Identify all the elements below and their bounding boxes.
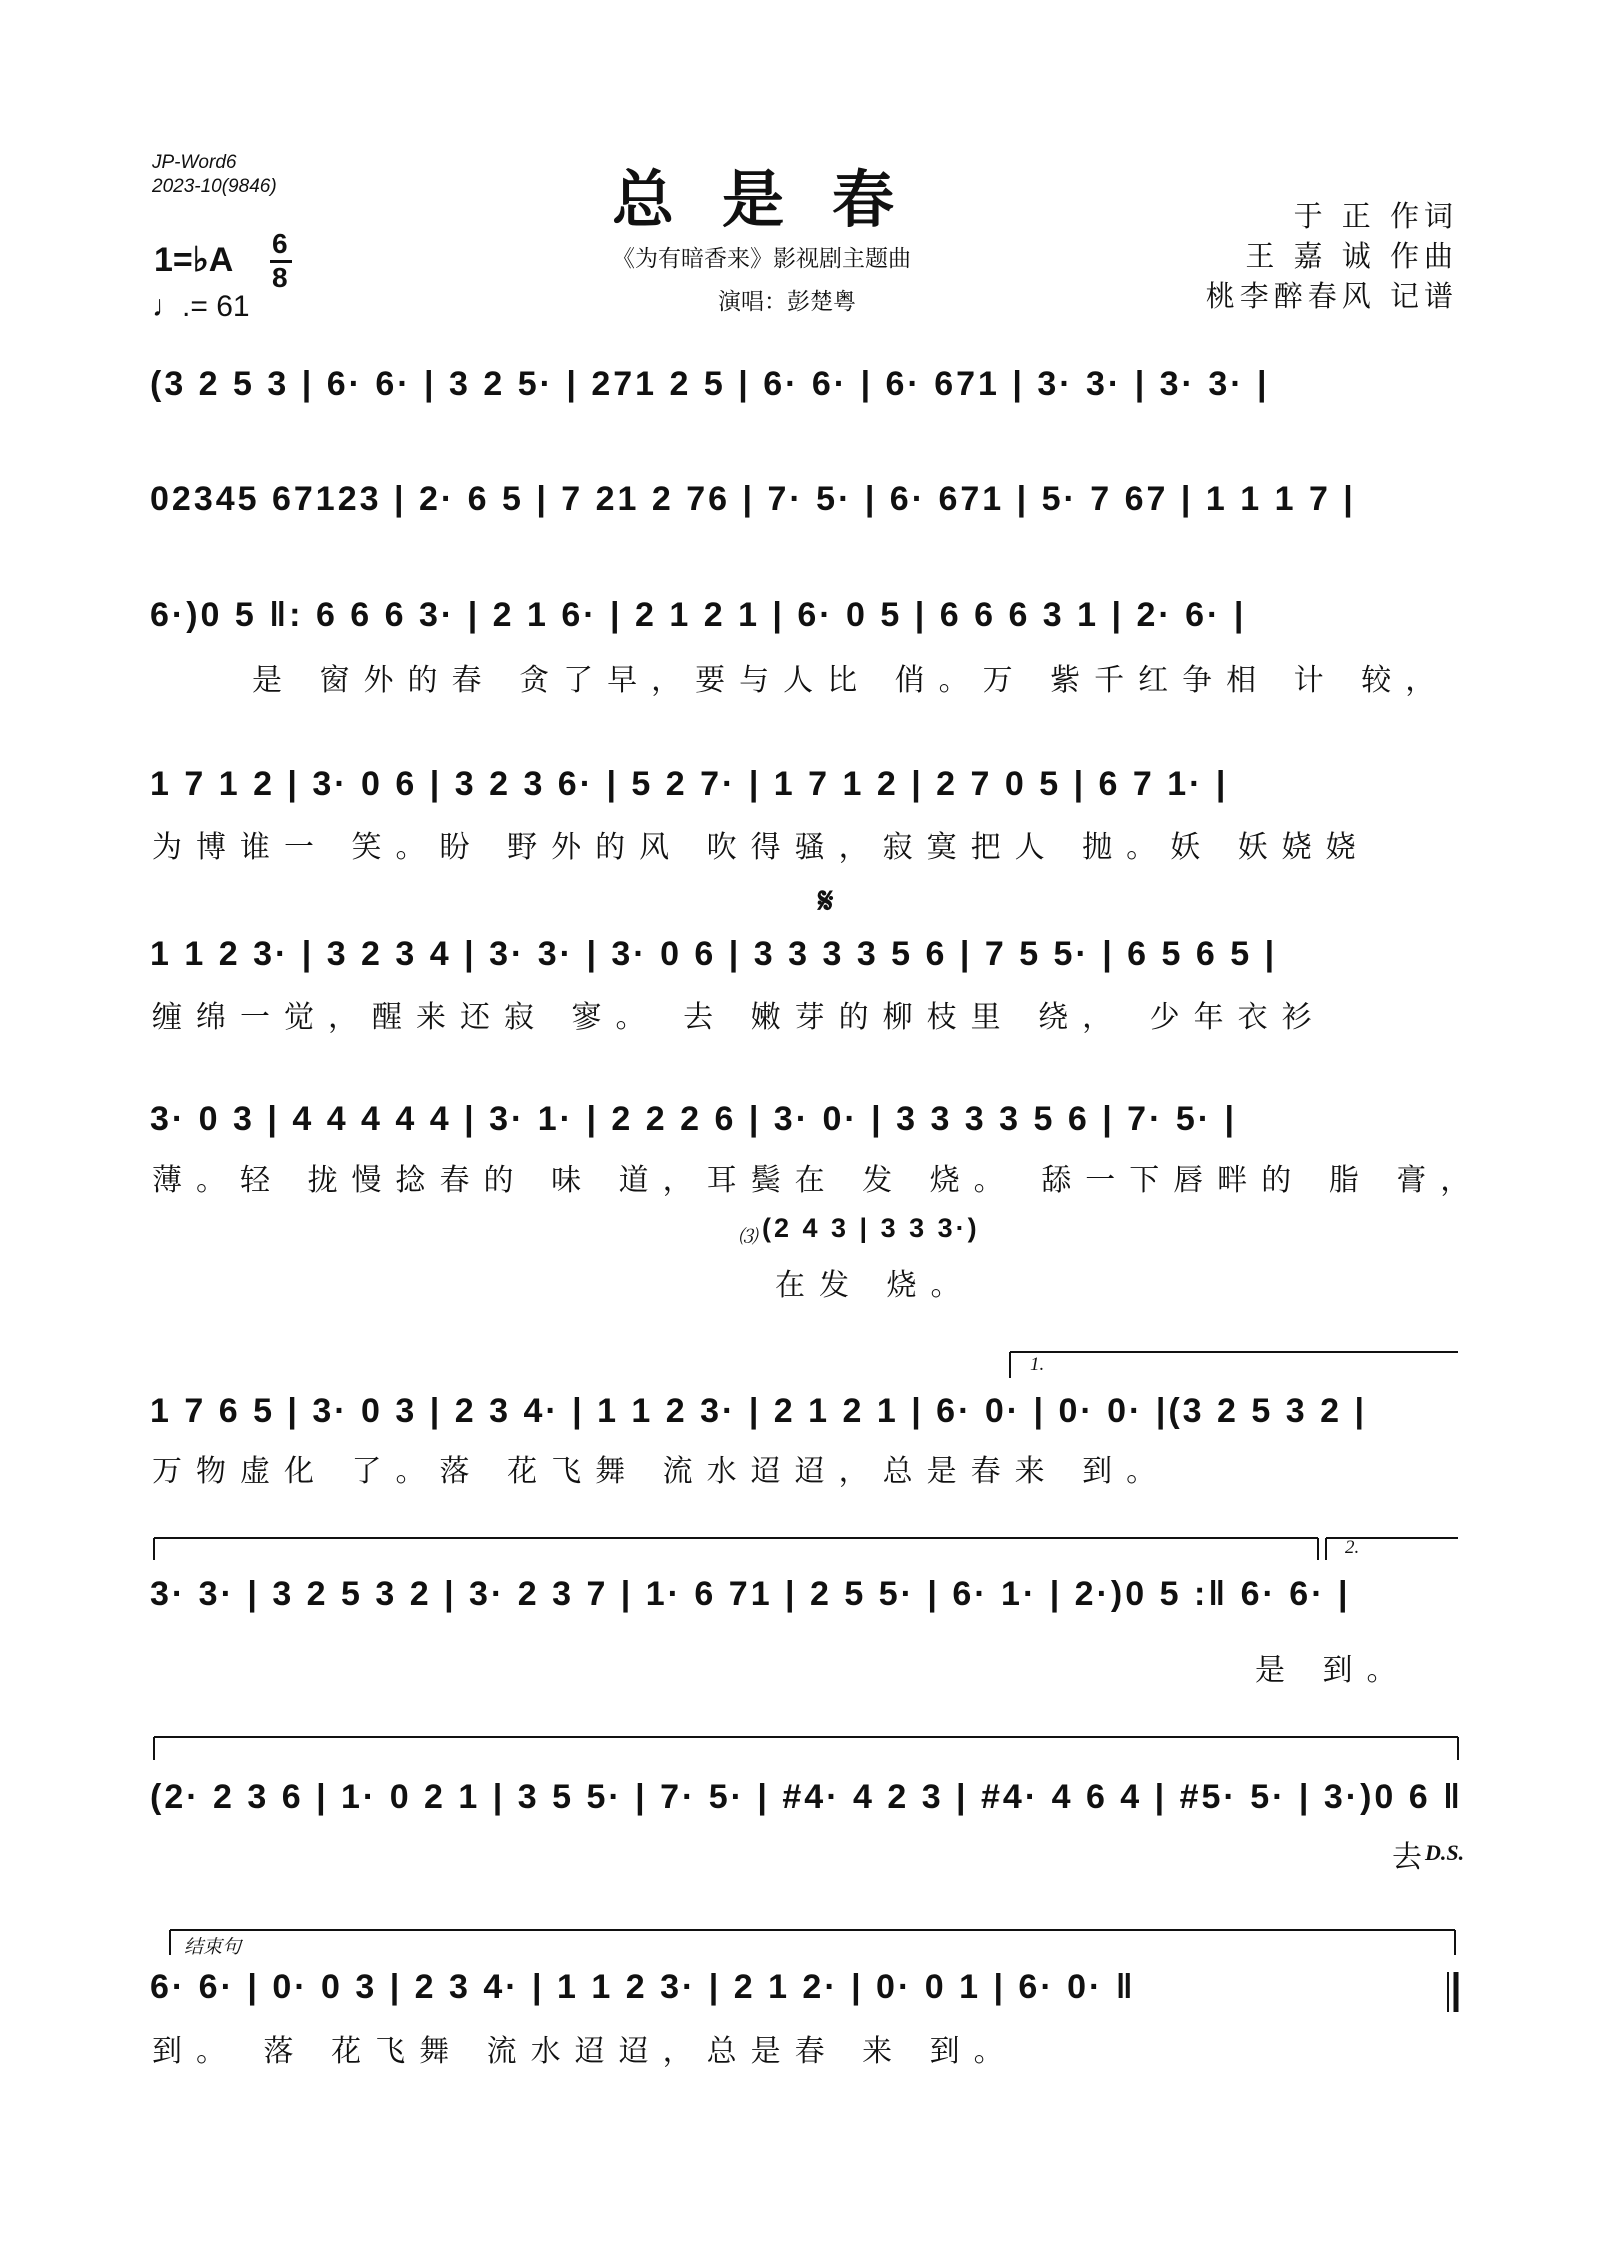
date-code: 2023-10(9846) <box>152 176 277 197</box>
lyric-line-3: 是 窗外的春 贪了早，要与人比 俏。万 紫千红争相 计 较， <box>252 663 1450 698</box>
lyric-line-5: 缠绵一觉，醒来还寂 寥。 去 嫩芽的柳枝里 绕， 少年衣衫 <box>152 1000 1326 1035</box>
volta-2-label: 2. <box>1345 1537 1360 1558</box>
volta-1-label: 1. <box>1030 1354 1045 1375</box>
key-signature: 1=♭A <box>154 241 234 279</box>
score-line-1: (3 2 5 3 | 6· 6· | 3 2 5· | 271 2 5 | 6· 6· | 6· 671 | 3· 3· | 3· 3· | <box>150 365 1270 403</box>
score-line-10: 6· 6· | 0· 0 3 | 2 3 4· | 1 1 2 3· | 2 1 2· | 0· 0 1 | 6· 0· ‖ <box>150 1968 1136 2006</box>
lyric-line-4: 为博谁一 笑。盼 野外的风 吹得骚，寂寞把人 抛。妖 妖娆娆 <box>152 830 1370 865</box>
lyric-line-7: 万物虚化 了。落 花飞舞 流水迢迢，总是春来 到。 <box>152 1454 1171 1489</box>
ending-label: 结束句 <box>184 1937 242 1958</box>
composer-credit: 王 嘉 诚 作曲 <box>1245 239 1458 273</box>
alternate-marker: ⑶ <box>738 1227 758 1248</box>
lyric-line-6: 薄。轻 拢慢捻春的 味 道，耳鬓在 发 烧。 舔一下唇畔的 脂 膏， <box>152 1163 1485 1198</box>
score-line-2: 02345 67123 | 2· 6 5 | 7 21 2 76 | 7· 5· | 6· 671 | 5· 7 67 | 1 1 1 7 | <box>150 480 1356 518</box>
lyric-line-8: 是 到。 <box>1255 1653 1411 1688</box>
alternate-notes: (2 4 3 | 3 3 3·) <box>762 1213 980 1243</box>
alternate-lyrics: 在发 烧。 <box>775 1268 975 1303</box>
score-line-3: 6·)0 5 ‖: 6 6 6 3· | 2 1 6· | 2 1 2 1 | 6· 0 5 | 6 6 6 3 1 | 2· 6· | <box>150 596 1247 634</box>
lyricist-credit: 于 正 作词 <box>1293 199 1458 233</box>
ds-marking: D.S. <box>1425 1840 1465 1865</box>
lyric-line-10: 到。 落 花飞舞 流水迢迢，总是春 来 到。 <box>152 2034 1018 2069</box>
score-line-9: (2· 2 3 6 | 1· 0 2 1 | 3 5 5· | 7· 5· | #4· 4 2 3 | #4· 4 6 4 | #5· 5· | 3·)0 6 ‖ <box>150 1778 1464 1816</box>
time-signature-top: 6 <box>272 228 288 259</box>
score-line-5: 1 1 2 3· | 3 2 3 4 | 3· 3· | 3· 0 6 | 3 3 3 3 5 6 | 7 5 5· | 6 5 6 5 | <box>150 935 1278 973</box>
singer-credit: 演唱：彭楚粤 <box>718 289 856 315</box>
score-line-7: 1 7 6 5 | 3· 0 3 | 2 3 4· | 1 1 2 3· | 2 1 2 1 | 6· 0· | 0· 0· |(3 2 5 3 2 | <box>150 1392 1367 1430</box>
score-line-6: 3· 0 3 | 4 4 4 4 4 | 3· 1· | 2 2 2 6 | 3· 0· | 3 3 3 3 5 6 | 7· 5· | <box>150 1100 1238 1138</box>
lyric-line-9: 去 <box>1392 1840 1436 1875</box>
subtitle: 《为有暗香来》影视剧主题曲 <box>612 246 911 272</box>
software-label: JP-Word6 <box>152 152 237 173</box>
time-signature-bottom: 8 <box>272 262 288 293</box>
score-line-4: 1 7 1 2 | 3· 0 6 | 3 2 3 6· | 5 2 7· | 1 7 1 2 | 2 7 0 5 | 6 7 1· | <box>150 765 1229 803</box>
score-line-8: 3· 3· | 3 2 5 3 2 | 3· 2 3 7 | 1· 6 71 | 2 5 5· | 6· 1· | 2·)0 5 :‖ 6· 6· | <box>150 1575 1351 1613</box>
tempo-marking: ♩.= 61 <box>152 290 250 323</box>
transcriber-credit: 桃李醉春风 记谱 <box>1205 279 1458 313</box>
segno-sign: 𝄋 <box>818 880 834 922</box>
page-title: 总是春 <box>612 163 943 236</box>
